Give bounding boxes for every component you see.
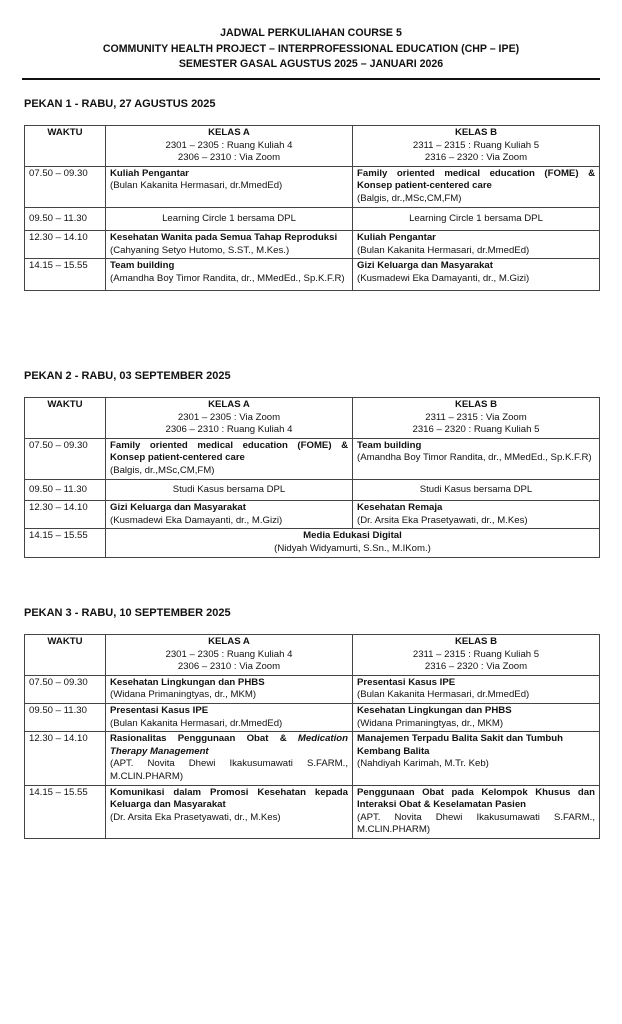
table-row [25,732,600,785]
kelas-a-cell: Presentasi Kasus IPE (Bulan Kakanita Hermasari, dr.MmedEd) [106,703,353,731]
kelas-b-cell: Learning Circle 1 bersama DPL [353,207,600,231]
table-row [25,259,600,290]
kelas-a-cell: Kesehatan Lingkungan dan PHBS (Widana Primaningtyas, dr., MKM) [106,675,353,703]
waktu-header: WAKTU [25,398,106,439]
kelas-a-cell: Gizi Keluarga dan Masyarakat (Kusmadewi Eka Damayanti, dr., M.Gizi) [106,501,353,529]
table-row [25,231,600,259]
waktu-header: WAKTU [25,635,106,676]
kelas-a-cell: Kuliah Pengantar (Bulan Kakanita Hermasari, dr.MmedEd) [106,166,353,207]
kelas-b-cell: Family oriented medical education (FOME) & Konsep patient-centered care (Balgis, dr.,MSc,CM,FM) [353,166,600,207]
kelas-b-cell: Penggunaan Obat pada Kelompok Khusus dan Interaksi Obat & Keselamatan Pasien (APT. Novita Dhewi Ikakusumawati S.FARM., M.CLIN.PHARM) [353,785,600,838]
week2-table [24,397,600,558]
table-header-row [25,126,600,167]
kelas-a-cell: Kesehatan Wanita pada Semua Tahap Reproduksi (Cahyaning Setyo Hutomo, S.ST., M.Kes.) [106,231,353,259]
header-semester: SEMESTER GASAL AGUSTUS 2025 – JANUARI 2026 [178,58,444,70]
time-cell: 09.50 – 11.30 [25,479,106,501]
table-row [25,479,600,501]
kelas-b-header: KELAS B 2311 – 2315 : Ruang Kuliah 5 2316 – 2320 : Via Zoom [353,635,600,676]
kelas-b-cell: Kesehatan Lingkungan dan PHBS (Widana Primaningtyas, dr., MKM) [353,703,600,731]
kelas-a-cell: Komunikasi dalam Promosi Kesehatan kepada Keluarga dan Masyarakat (Dr. Arsita Eka Prasetyawati, dr., M.Kes) [106,785,353,838]
week2-title: PEKAN 2 - RABU, 03 SEPTEMBER 2025 [24,370,231,382]
table-row [25,207,600,231]
table-row [25,703,600,731]
time-cell: 07.50 – 09.30 [25,675,106,703]
kelas-a-cell: Rasionalitas Penggunaan Obat & Medication Therapy Management (APT. Novita Dhewi Ikakusumawati S.FARM., M.CLIN.PHARM) [106,732,353,785]
time-cell: 07.50 – 09.30 [25,438,106,479]
time-cell: 09.50 – 11.30 [25,703,106,731]
kelas-b-cell: Studi Kasus bersama DPL [353,479,600,501]
header-divider [22,78,600,80]
kelas-b-header: KELAS B 2311 – 2315 : Via Zoom 2316 – 2320 : Ruang Kuliah 5 [353,398,600,439]
combined-cell: Media Edukasi Digital (Nidyah Widyamurti, S.Sn., M.IKom.) [106,529,600,557]
kelas-b-cell: Kuliah Pengantar (Bulan Kakanita Hermasari, dr.MmedEd) [353,231,600,259]
week1-table [24,125,600,291]
kelas-b-header: KELAS B 2311 – 2315 : Ruang Kuliah 5 2316 – 2320 : Via Zoom [353,126,600,167]
waktu-header: WAKTU [25,126,106,167]
kelas-b-cell: Presentasi Kasus IPE (Bulan Kakanita Hermasari, dr.MmedEd) [353,675,600,703]
time-cell: 07.50 – 09.30 [25,166,106,207]
table-row [25,675,600,703]
table-header-row [25,398,600,439]
kelas-a-cell: Studi Kasus bersama DPL [106,479,353,501]
time-cell: 14.15 – 15.55 [25,785,106,838]
kelas-b-cell: Gizi Keluarga dan Masyarakat (Kusmadewi Eka Damayanti, dr., M.Gizi) [353,259,600,290]
week3-table [24,634,600,839]
header-course: COMMUNITY HEALTH PROJECT – INTERPROFESSIONAL EDUCATION (CHP – IPE) [102,42,520,55]
table-row [25,785,600,838]
kelas-a-cell: Learning Circle 1 bersama DPL [106,207,353,231]
header-title: JADWAL PERKULIAHAN COURSE 5 [220,27,402,39]
time-cell: 09.50 – 11.30 [25,207,106,231]
kelas-b-cell: Kesehatan Remaja (Dr. Arsita Eka Prasetyawati, dr., M.Kes) [353,501,600,529]
table-header-row [25,635,600,676]
time-cell: 14.15 – 15.55 [25,259,106,290]
table-row [25,501,600,529]
kelas-a-header: KELAS A 2301 – 2305 : Ruang Kuliah 4 2306 – 2310 : Via Zoom [106,126,353,167]
table-row [25,166,600,207]
kelas-a-header: KELAS A 2301 – 2305 : Ruang Kuliah 4 2306 – 2310 : Via Zoom [106,635,353,676]
time-cell: 12.30 – 14.10 [25,732,106,785]
week1-title: PEKAN 1 - RABU, 27 AGUSTUS 2025 [24,98,216,110]
table-row [25,438,600,479]
kelas-b-cell: Manajemen Terpadu Balita Sakit dan Tumbuh Kembang Balita (Nahdiyah Karimah, M.Tr. Keb) [353,732,600,785]
time-cell: 14.15 – 15.55 [25,529,106,557]
kelas-a-header: KELAS A 2301 – 2305 : Via Zoom 2306 – 2310 : Ruang Kuliah 4 [106,398,353,439]
table-row [25,529,600,557]
week3-title: PEKAN 3 - RABU, 10 SEPTEMBER 2025 [24,607,231,619]
kelas-b-cell: Team building (Amandha Boy Timor Randita, dr., MMedEd., Sp.K.F.R) [353,438,600,479]
time-cell: 12.30 – 14.10 [25,231,106,259]
kelas-a-cell: Family oriented medical education (FOME) & Konsep patient-centered care (Balgis, dr.,MSc,CM,FM) [106,438,353,479]
document-header [0,26,622,73]
kelas-a-cell: Team building (Amandha Boy Timor Randita, dr., MMedEd., Sp.K.F.R) [106,259,353,290]
time-cell: 12.30 – 14.10 [25,501,106,529]
